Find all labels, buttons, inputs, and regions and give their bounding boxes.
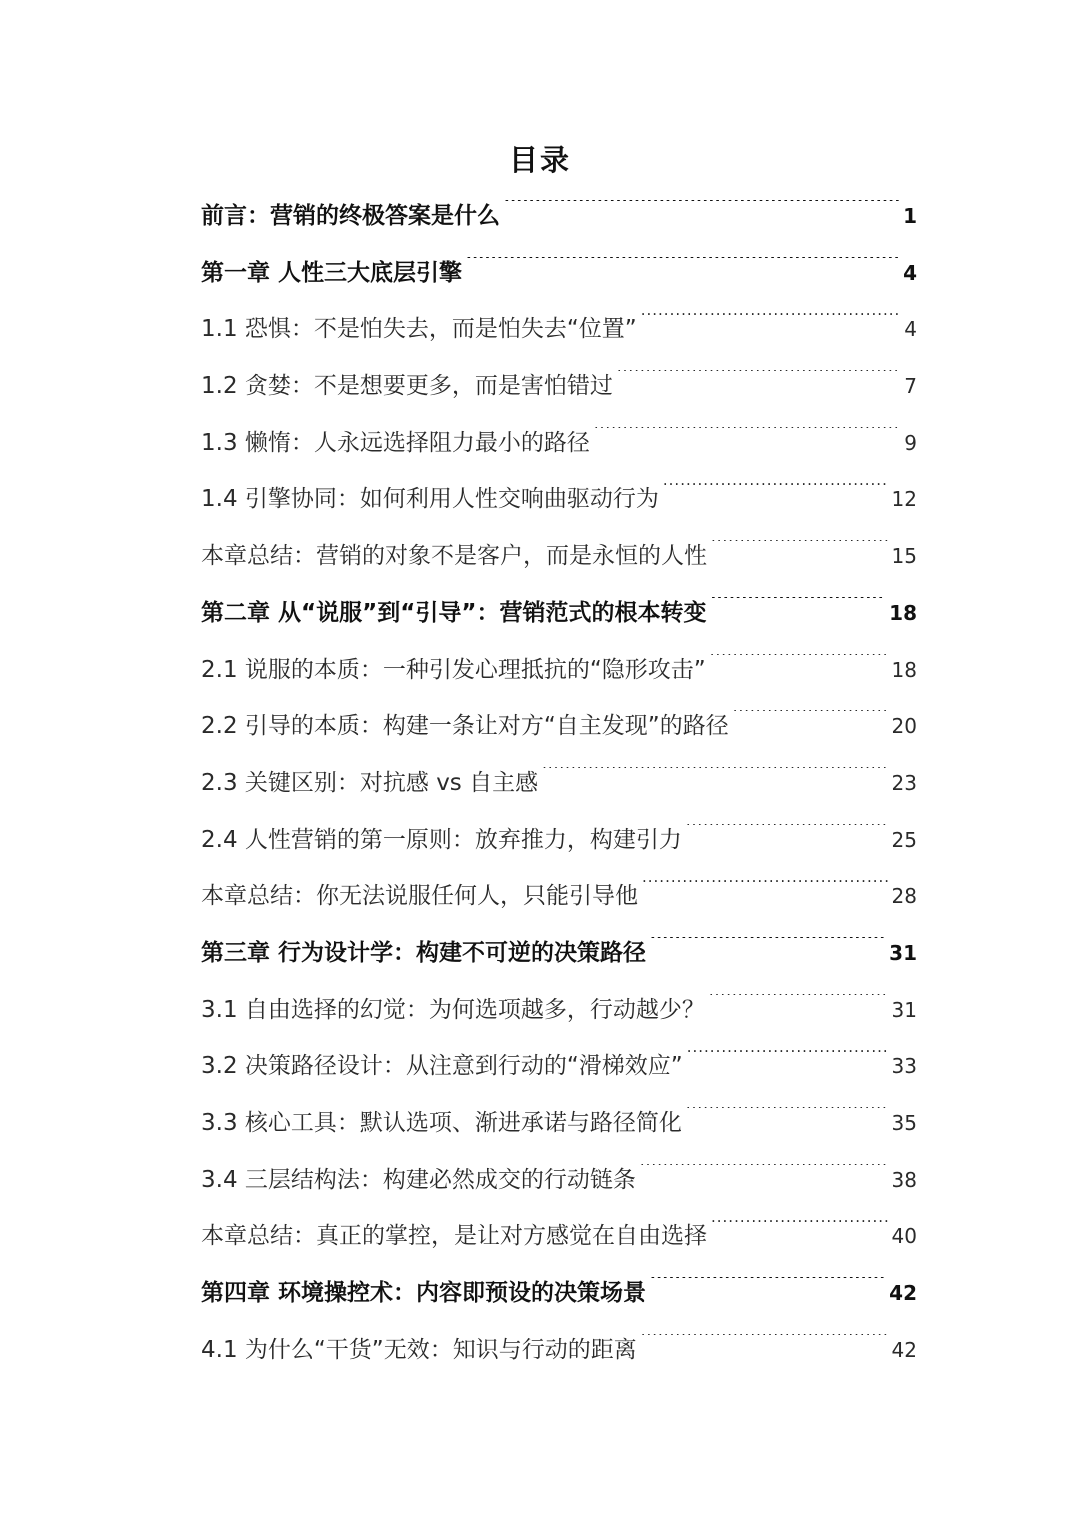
dot-leader	[687, 1050, 888, 1073]
dot-leader	[504, 200, 899, 223]
toc-title: 目录	[508, 143, 571, 177]
toc-page-number: 4	[904, 317, 917, 342]
toc-page-number: 9	[904, 430, 917, 455]
toc-section-entry[interactable]	[201, 755, 917, 812]
toc-chapter-entry[interactable]	[201, 1265, 917, 1322]
toc-page-number: 18	[891, 657, 917, 682]
toc-page-number: 20	[891, 714, 917, 739]
toc-page-number: 23	[891, 770, 917, 795]
toc-section-entry[interactable]	[201, 1095, 917, 1152]
toc-section-entry[interactable]	[201, 982, 917, 1039]
toc-section-entry[interactable]	[201, 301, 917, 358]
dot-leader	[711, 1220, 888, 1243]
dot-leader	[733, 710, 888, 733]
toc-entry-title: 2.1 说服的本质：一种引发心理抵抗的“隐形攻击”	[201, 656, 706, 683]
toc-entry-title: 3.2 决策路径设计：从注意到行动的“滑梯效应”	[201, 1053, 683, 1080]
dot-leader	[686, 1107, 888, 1130]
toc-entry-title: 4.1 为什么“干货”无效：知识与行动的距离	[201, 1336, 637, 1363]
dot-leader	[642, 880, 888, 903]
toc-entry-title: 2.3 关键区别：对抗感 vs 自主感	[201, 769, 539, 796]
dot-leader	[650, 937, 885, 960]
toc-section-entry[interactable]	[201, 812, 917, 869]
toc-entry-title: 本章总结：真正的掌控，是让对方感觉在自由选择	[201, 1223, 707, 1250]
dot-leader	[710, 597, 885, 620]
toc-entry-title: 1.4 引擎协同：如何利用人性交响曲驱动行为	[201, 486, 659, 513]
toc-page-number: 35	[891, 1111, 917, 1135]
toc-entry-title: 2.2 引导的本质：构建一条让对方“自主发现”的路径	[201, 713, 729, 740]
dot-leader	[663, 483, 888, 506]
toc-page-number: 4	[903, 260, 917, 285]
toc-section-entry[interactable]	[201, 642, 917, 699]
toc-page-number: 28	[891, 884, 917, 909]
toc-chapter-entry[interactable]	[201, 925, 917, 982]
toc-entry-title: 1.3 懒惰：人永远选择阻力最小的路径	[201, 429, 590, 456]
toc-entry-title: 第一章 人性三大底层引擎	[201, 259, 463, 286]
toc-chapter-entry[interactable]	[201, 245, 917, 302]
dot-leader	[686, 824, 888, 847]
toc-page-number: 38	[891, 1167, 917, 1192]
dot-leader	[710, 654, 888, 677]
toc-section-entry[interactable]	[201, 698, 917, 755]
toc-entry-title: 前言：营销的终极答案是什么	[201, 203, 500, 229]
dot-leader	[617, 370, 900, 393]
toc-section-entry[interactable]	[201, 415, 917, 472]
toc-entry-title: 1.1 恐惧：不是怕失去，而是怕失去“位置”	[201, 316, 637, 343]
toc-page-number: 31	[891, 997, 917, 1022]
dot-leader	[542, 767, 887, 790]
dot-leader	[594, 427, 900, 450]
toc-entry-title: 本章总结：你无法说服任何人，只能引导他	[201, 883, 638, 910]
toc-entry-title: 3.3 核心工具：默认选项、渐进承诺与路径简化	[201, 1110, 682, 1136]
dot-leader	[466, 257, 899, 280]
toc-page-number: 18	[889, 600, 917, 625]
toc-page-number: 42	[889, 1281, 917, 1306]
toc-section-entry[interactable]	[201, 1208, 917, 1265]
dot-leader	[640, 1164, 888, 1187]
dot-leader	[650, 1277, 885, 1300]
dot-leader	[709, 994, 888, 1017]
toc-page-number: 33	[891, 1054, 917, 1079]
toc-entry-title: 3.4 三层结构法：构建必然成交的行动链条	[201, 1166, 636, 1193]
dot-leader	[711, 540, 888, 563]
toc-entry-title: 3.1 自由选择的幻觉：为何选项越多，行动越少？	[201, 996, 705, 1023]
toc-entry-title: 1.2 贪婪：不是想要更多，而是害怕错过	[201, 373, 613, 400]
toc-entry-title: 本章总结：营销的对象不是客户，而是永恒的人性	[201, 543, 707, 570]
toc-section-entry[interactable]	[201, 358, 917, 415]
toc-section-entry[interactable]	[201, 1038, 917, 1095]
toc-section-entry[interactable]	[201, 528, 917, 585]
toc-section-entry[interactable]	[201, 471, 917, 528]
toc-chapter-entry[interactable]	[201, 188, 917, 245]
toc-page-number: 42	[891, 1337, 917, 1362]
dot-leader	[641, 313, 901, 336]
toc-page-number: 1	[903, 204, 917, 228]
toc-page-number: 31	[889, 940, 917, 965]
toc-entry-title: 第二章 从“说服”到“引导”：营销范式的根本转变	[201, 599, 707, 626]
toc-page-number: 15	[891, 544, 917, 569]
toc-section-entry[interactable]	[201, 868, 917, 925]
toc-entry-title: 第三章 行为设计学：构建不可逆的决策路径	[201, 939, 647, 966]
toc-page-number: 40	[891, 1224, 917, 1249]
toc-section-entry[interactable]	[201, 1152, 917, 1209]
toc-entry-title: 第四章 环境操控术：内容即预设的决策场景	[201, 1280, 647, 1307]
toc-section-entry[interactable]	[201, 1322, 917, 1379]
toc-page-number: 7	[904, 374, 917, 399]
toc-chapter-entry[interactable]	[201, 585, 917, 642]
dot-leader	[641, 1334, 888, 1357]
toc-page-number: 25	[891, 827, 917, 852]
toc-entry-title: 2.4 人性营销的第一原则：放弃推力，构建引力	[201, 826, 682, 853]
toc-page-number: 12	[891, 487, 917, 512]
toc-list	[201, 188, 917, 1378]
